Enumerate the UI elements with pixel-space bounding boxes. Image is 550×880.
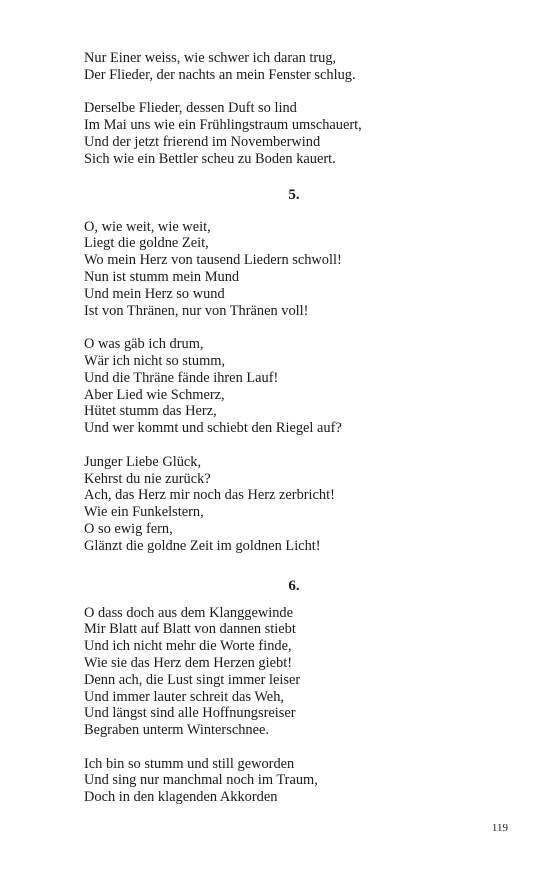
verse-line: Und ich nicht mehr die Worte finde,	[84, 638, 292, 655]
verse-line: Junger Liebe Glück,	[84, 453, 202, 470]
poem-number: 5.	[288, 186, 300, 203]
verse-line: Ist von Thränen, nur von Thränen voll!	[84, 302, 309, 319]
verse-line: Hütet stumm das Herz,	[84, 403, 217, 420]
verse-line: Liegt die goldne Zeit,	[84, 235, 209, 252]
poem-number: 6.	[288, 577, 300, 594]
verse-line: Wo mein Herz von tausend Liedern schwoll!	[84, 252, 342, 269]
verse-line: Nun ist stumm mein Mund	[84, 268, 240, 285]
verse-line: Derselbe Flieder, dessen Duft so lind	[84, 100, 297, 117]
verse-line: O, wie weit, wie weit,	[84, 218, 211, 235]
stanza	[84, 756, 504, 806]
verse-line: Aber Lied wie Schmerz,	[84, 386, 225, 403]
verse-line: Und mein Herz so wund	[84, 285, 225, 302]
verse-line: Wär ich nicht so stumm,	[84, 352, 226, 369]
stanza	[84, 50, 504, 84]
verse-line: O dass doch aus dem Klanggewinde	[84, 604, 294, 621]
verse-line: Im Mai uns wie ein Frühlingstraum umschauert,	[84, 117, 362, 134]
verse-line: Sich wie ein Bettler scheu zu Boden kauert.	[84, 150, 336, 167]
verse-line: Doch in den klagenden Akkorden	[84, 789, 278, 806]
verse-line: Denn ach, die Lust singt immer leiser	[84, 671, 301, 688]
stanza	[84, 454, 504, 555]
verse-line: Ach, das Herz mir noch das Herz zerbricht!	[84, 487, 335, 504]
verse-line: Wie sie das Herz dem Herzen giebt!	[84, 654, 292, 671]
verse-line: Der Flieder, der nachts an mein Fenster schlug.	[84, 66, 356, 83]
stanza	[84, 219, 504, 320]
verse-line: Und sing nur manchmal noch im Traum,	[84, 772, 318, 789]
verse-line: Wie ein Funkelstern,	[84, 504, 204, 521]
verse-line: Glänzt die goldne Zeit im goldnen Licht!	[84, 537, 321, 554]
stanza	[84, 605, 504, 739]
verse-line: Und immer lauter schreit das Weh,	[84, 688, 284, 705]
poem-text	[84, 50, 504, 806]
stanza	[84, 336, 504, 437]
verse-line: Ich bin so stumm und still geworden	[84, 755, 295, 772]
verse-line: Und wer kommt und schiebt den Riegel auf?	[84, 420, 342, 437]
stanza	[84, 100, 504, 167]
verse-line: Nur Einer weiss, wie schwer ich daran trug,	[84, 50, 337, 66]
verse-line: Und längst sind alle Hoffnungsreiser	[84, 705, 296, 722]
verse-line: O so ewig fern,	[84, 520, 173, 537]
verse-line: Kehrst du nie zurück?	[84, 470, 211, 487]
verse-line: O was gäb ich drum,	[84, 336, 204, 353]
verse-line: Und der jetzt frierend im Novemberwind	[84, 133, 321, 150]
verse-line: Mir Blatt auf Blatt von dannen stiebt	[84, 621, 296, 638]
verse-line: Und die Thräne fände ihren Lauf!	[84, 369, 279, 386]
page-number: 119	[491, 822, 508, 834]
verse-line: Begraben unterm Winterschnee.	[84, 722, 269, 739]
